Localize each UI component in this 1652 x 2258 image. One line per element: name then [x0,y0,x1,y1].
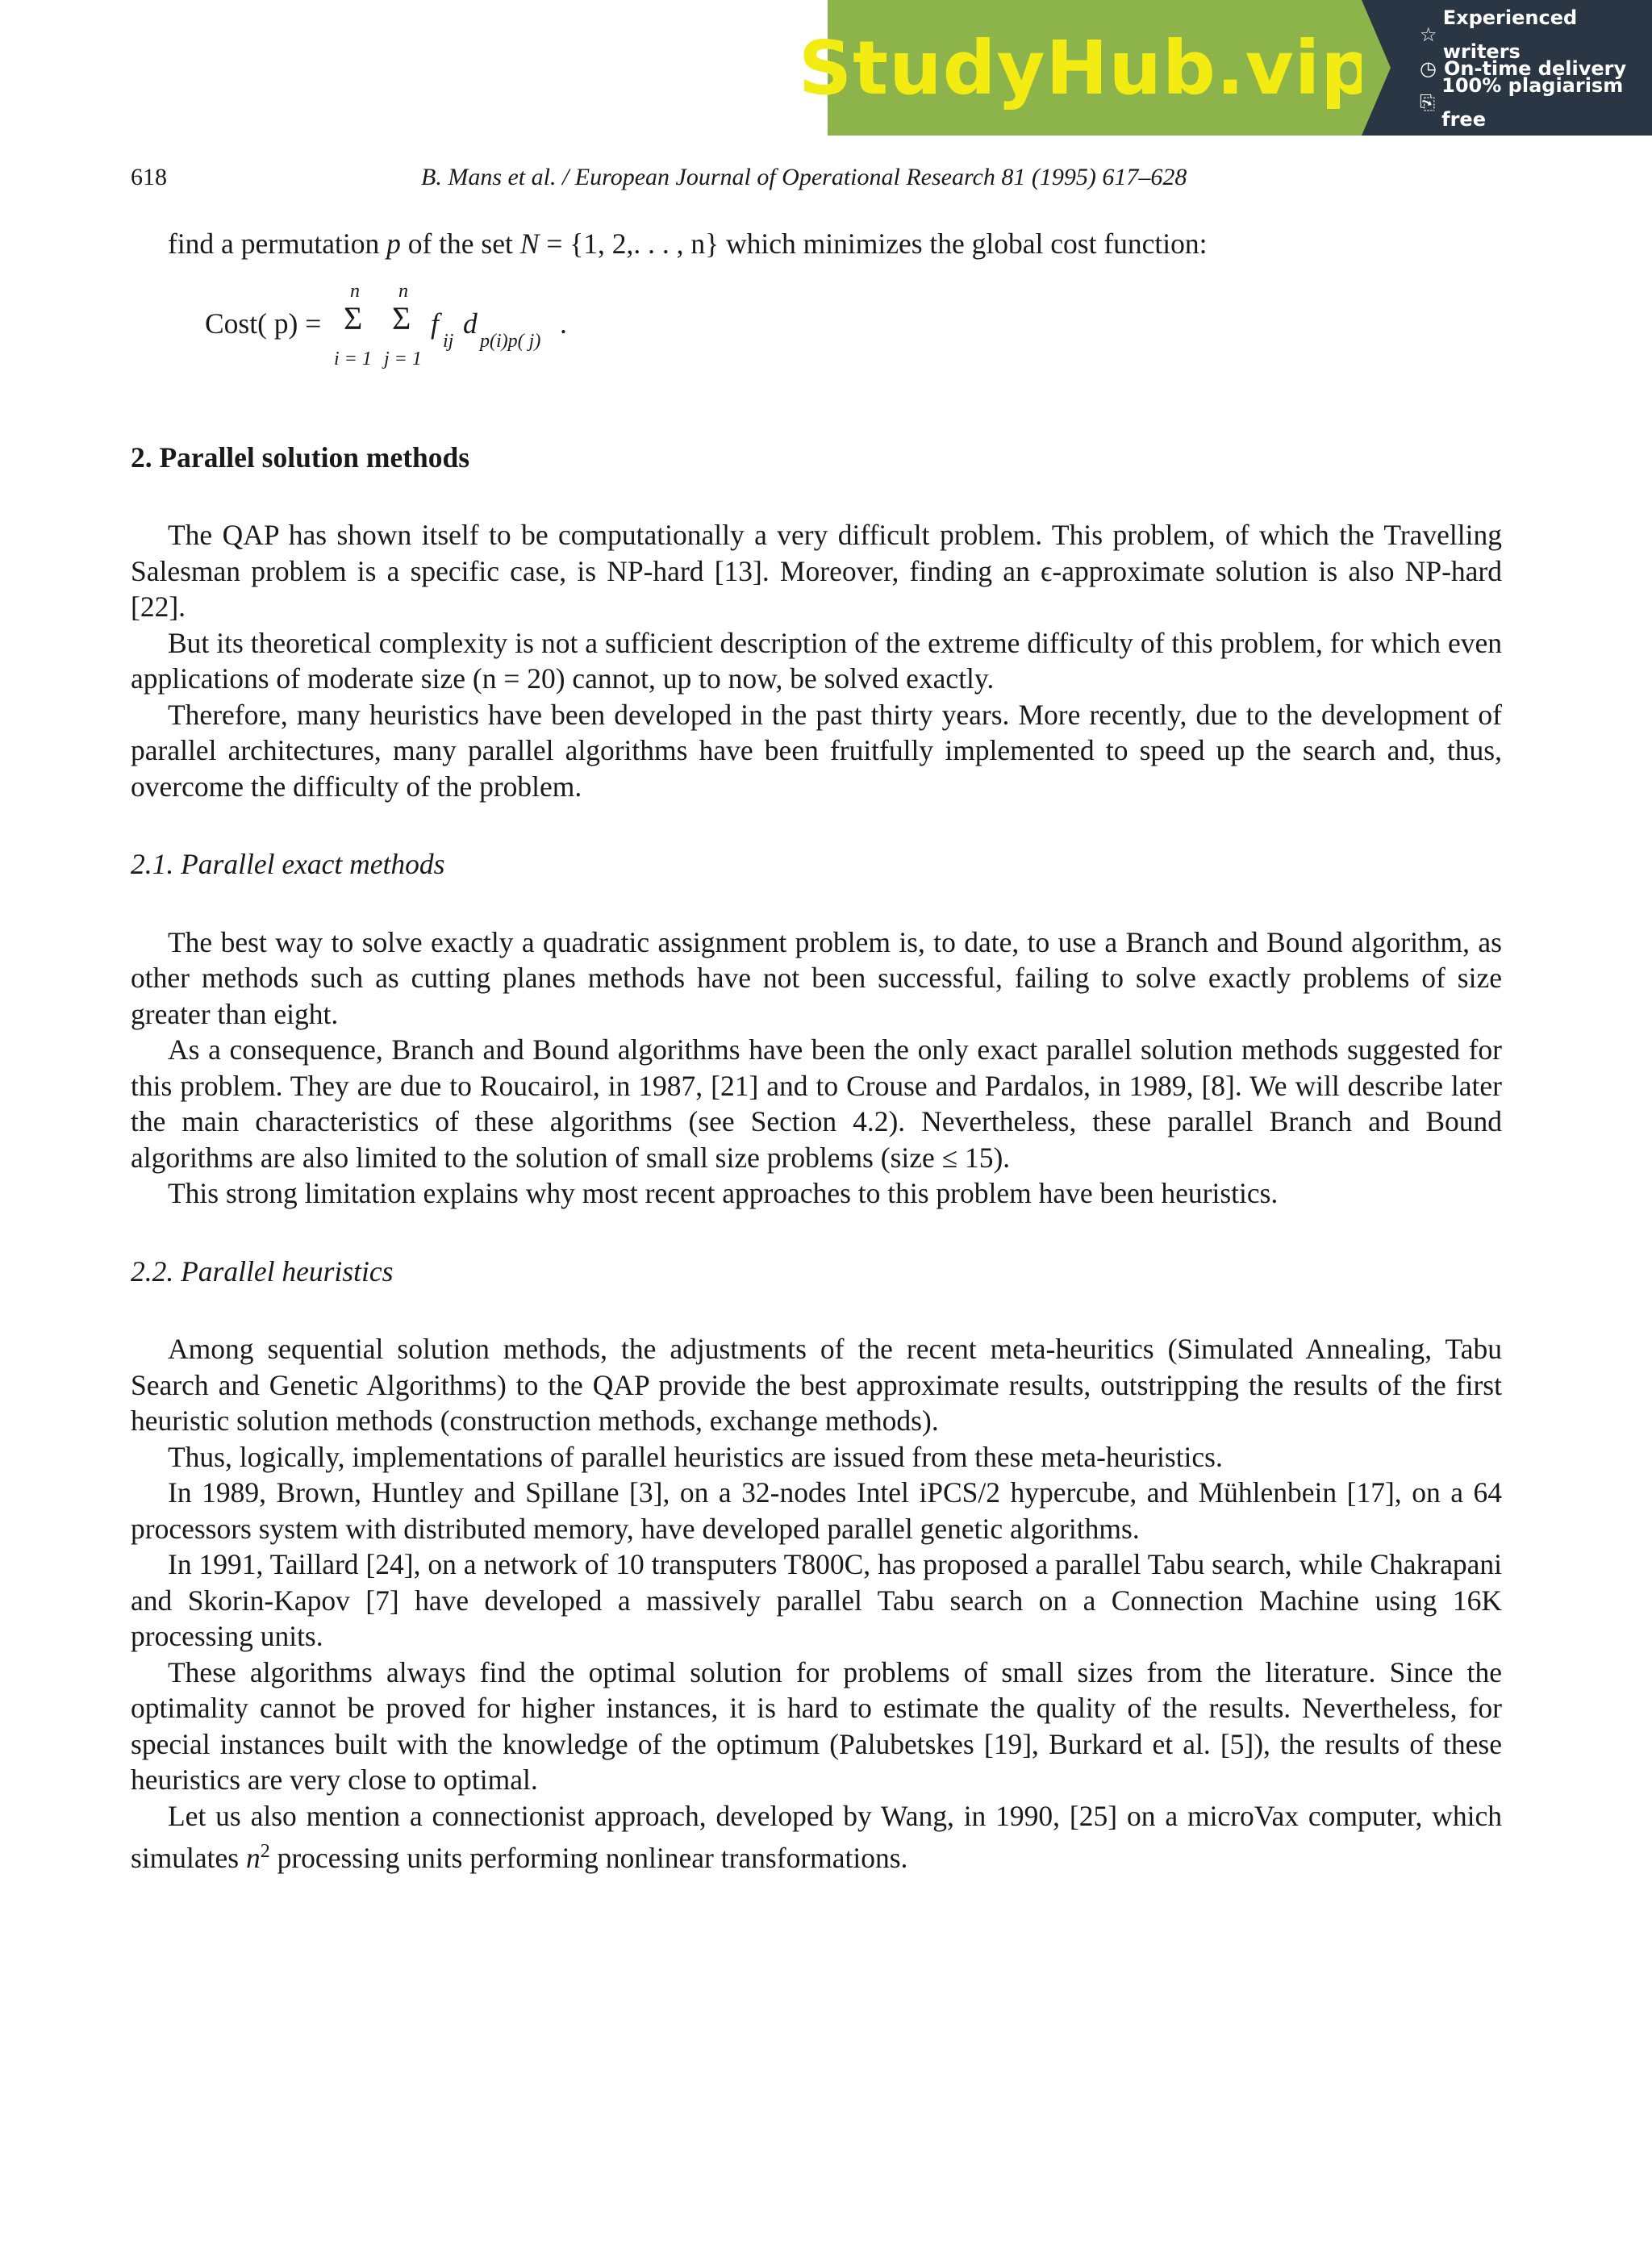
section-2-2-paragraph: In 1991, Taillard [24], on a network of 10 transputers T800C, has proposed a parallel Tabu search, while Chakrapani and Skorin-Kapov [7] have developed a massively parallel Tabu search on a Connection Machine using 16K processing units. [131,1548,1502,1652]
banner-feature-text: Experienced writers [1442,6,1578,63]
section-2-2-title: 2.2. Parallel heuristics [131,1254,394,1288]
banner-feature-writers [1420,6,1652,63]
star-icon: ☆ [1420,23,1437,46]
clock-icon: ◷ [1420,57,1437,80]
formula-period: . [560,307,567,340]
formula-sum2-upper: n [398,280,408,302]
banner-feature-text: On-time delivery [1444,57,1627,80]
banner-feature-plagiarism [1420,74,1652,131]
page-number: 618 [131,164,167,190]
section-2-1-title: 2.1. Parallel exact methods [131,848,445,880]
section-2-1-paragraph: The best way to solve exactly a quadratic assignment problem is, to date, to use a Branch and Bound algorithm, as other methods such as cutting planes methods have not been successful, failing to solve exactly problems of size greater than eight. [131,925,1502,1030]
section-2-2-last-paragraph: Let us also mention a connectionist approach, developed by Wang, in 1990, [25] on a microVax computer, which simulates $n^2$ processing units performing nonlinear transformations. [131,1799,1502,1874]
formula-sum1-upper: n [350,280,360,302]
section-2-paragraph: Therefore, many heuristics have been developed in the past thirty years. More recently, due to the development of parallel architectures, many parallel algorithms have been fruitfully implemented to speed up the search and, thus, overcome the difficulty of the problem. [131,698,1502,803]
formula-d: d [463,307,478,340]
studyhub-logo[interactable] [798,0,1375,136]
formula-f: f [431,307,439,340]
section-2-paragraph: But its theoretical complexity is not a sufficient description of the extreme difficulty of this problem, for which even applications of moderate size (n = 20) cannot, up to now, be solved exactly. [131,626,1502,695]
formula-sum2-lower: j = 1 [384,348,422,369]
studyhub-logo-text: StudyHub.vip [798,24,1375,111]
formula-lhs: Cost( p) = [205,307,322,340]
running-header [131,164,1521,196]
formula-sum1-lower: i = 1 [334,348,372,369]
studyhub-banner[interactable] [798,0,1652,136]
copy-icon: ⎘ [1420,91,1436,114]
section-2-2-paragraph: In 1989, Brown, Huntley and Spillane [3], on a 32-nodes Intel iPCS/2 hypercube, and Mühlenbein [17], on a 64 processors system with distributed memory, have developed parallel genetic algorithms. [131,1476,1502,1545]
page-content [131,226,1502,1876]
section-2-1-paragraph: As a consequence, Branch and Bound algorithms have been the only exact parallel solution methods suggested for this problem. They are due to Roucairol, in 1987, [21] and to Crouse and Pardalos, in 1989, [8]. We will describe later the main characteristics of these algorithms (see Section 4.2). Nevertheless, these parallel Branch and Bound algorithms are also limited to the solution of small size problems (size ≤ 15). [131,1033,1502,1174]
section-2-2-paragraph: Thus, logically, implementations of parallel heuristics are issued from these meta-heuristics. [168,1440,1223,1473]
cost-formula [205,273,1502,369]
section-2-title: 2. Parallel solution methods [131,440,470,474]
section-2-1-paragraph: This strong limitation explains why most recent approaches to this problem have been heuristics. [168,1177,1279,1209]
journal-citation: B. Mans et al. / European Journal of Operational Research 81 (1995) 617–628 [421,164,1187,190]
section-2-paragraph: The QAP has shown itself to be computationally a very difficult problem. This problem, of which the Travelling Salesman problem is a specific case, is NP-hard [13]. Moreover, finding an ϵ-approximate solution is also NP-hard [22]. [131,519,1502,623]
section-2-2-paragraph: Among sequential solution methods, the adjustments of the recent meta-heuritics (Simulated Annealing, Tabu Search and Genetic Algorithms) to the QAP provide the best approximate results, outstripping the results of the first heuristic solution methods (construction methods, exchange methods). [131,1333,1502,1437]
banner-feature-text: 100% plagiarism free [1441,74,1624,131]
banner-features [1362,0,1652,136]
formula-sigma-2: Σ [392,299,411,336]
formula-d-subscript: p(i)p( j) [480,330,541,352]
formula-sigma-1: Σ [344,299,363,336]
intro-sentence: find a permutation p of the set N = {1, 2,. . . , n} which minimizes the global cost function: [168,227,1208,260]
formula-f-subscript: ij [443,330,454,352]
section-2-2-paragraph: These algorithms always find the optimal solution for problems of small sizes from the literature. Since the optimality cannot be proved for higher instances, it is hard to estimate the quality of the results. Nevertheless, for special instances built with the knowledge of the optimum (Palubetskes [19], Burkard et al. [5]), the results of these heuristics are very close to optimal. [131,1655,1502,1796]
